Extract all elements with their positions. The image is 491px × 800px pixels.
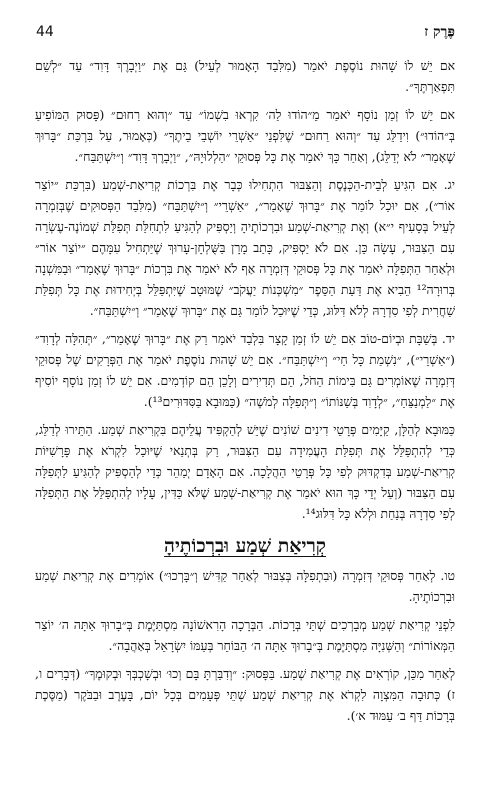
paragraph: לִפְנֵי קְרִיאַת שְׁמַע מְבָרְכִים שְׁתֵּי בְּרָכוֹת. הַבְּרָכָה הָרִאשׁוֹנָה מִסְתַּיֶּמֶת בְּ״בָרוּךְ אַתָּה ה׳ יוֹצֵר הַמְּאוֹרוֹת״ וְהַשְּׁנִיָּה מִסְתַּיֶּמֶת בְּ״בָרוּךְ אַתָּה ה׳ הַבּוֹחֵר בְּעַמּוֹ יִשְׂרָאֵל בְּאַהֲבָה״. [35,617,455,653]
page-number: 44 [36,24,54,40]
paragraph-13: יג. אִם הִגִּיעַ לְבֵית-הַכְּנֶסֶת וְהַצִּבּוּר הִתְחִילוּ כְּבָר אֶת בִּרְכוֹת קְרִיאַת-שְׁמַע (בִּרְכַּת ״יוֹצֵר אוֹר״), אִם יוּכַל לוֹמַר אֶת ״בָּרוּךְ שֶׁאָמַר״, ״אַשְׁרֵי״ וְ״יִשְׁתַּבַּח״ (מִלִּבַד הַפְּסוּקִים שֶׁבְּזִמְרָה לְעֵיל בְּסָעִיף י״א) וְאֶת קְרִיאַת-שְׁמַע וּבִרְכוֹתֶיהָ וְיַסְפִּיק לְהַגִּיעַ לִתְחִלַּת תְּפִלַּת שְׁמוֹנֶה-עֶשְׂרֵה עִם הַצִּבּוּר, עָשָׂה כֵּן. אִם לֹא יַסְפִּיק, כָּתַב מָרָן בַּשֻּׁלְחָן-עָרוּךְ שֶׁיַּתְחִיל עִמָּהֶם ״יוֹצֵר אוֹר״ וּלְאַחַר הַתְּפִלָּה יֹאמַר אֶת כָּל פְּסוּקֵי דְּזִמְרָה אַף לֹא יֹאמַר אֶת בִּרְכוֹת ״בָּרוּךְ שֶׁאָמַר״ וּבַמִּשְׁנָה בְּרוּרָה¹² הֵבִיא אֶת דַּעַת הַסֵּפֶר ״מִשְׁכְּנוֹת יַעֲקֹב״ שֶׁמּוּטָב שֶׁיִּתְפַּלֵּל בְּיְחִידוּת אֶת כָּל תְּפִלַּת שַׁחֲרִית לְפִי סִדְרָהּ לְלֹא דִּלּוּג, כְּדֵי שֶׁיּוּכַל לוֹמַר גַּם אֶת ״בָּרוּךְ שֶׁאָמַר״ וְ״יִשְׁתַּבַּח״. [35,177,455,318]
paragraph: אם יֵשׁ לוֹ שָׁהוּת נוֹסֶפֶת יֹאמַר (מִלִּבַד הָאָמוּר לְעֵיל) גַּם אֶת ״וַיְבָרֶךְ דָּוִד״ עַד ״לְשֵׁם תִּפְאַרְתֶּךָ״. [35,58,455,94]
chapter-heading: פֶּרֶק ז [424,24,455,40]
paragraph: כַּמּוּבָא לְהַלָּן, קַיָּמִים פְּרָטֵי דִינִים שׁוֹנִים שֶׁיֵּשׁ לְהַקְפִּיד עֲלֵיהֶם בִּקְרִיאַת שְׁמַע. הַתֵּירוּ לְדַלֵּג, כְּדֵי לְהִתְפַּלֵּל אֶת תְּפִלַּת הָעֲמִידָה עִם הַצִּבּוּר, רַק בְּתְנַאי שֶׁיּוּכַל לִקְרֹא אֶת פָּרָשִׁיּוֹת קְרִיאַת-שְׁמַע בְּדִקְדּוּק לְפִי כָּל פְּרָטֵי הַהֲלָכָה. אִם הָאָדָם יְמַהֵר כְּדֵי לְהַסְפִּיק לְהַגִּיעַ לַתְּפִלָּה עִם הַצִּבּוּר (וְעַל יְדֵי כָּךְ הוּא יֹאמַר אֶת קְרִיאַת-שְׁמַע שֶׁלֹּא כַּדִּין, עָלָיו לְהִתְפַּלֵּל אֶת הַתְּפִלָּה לְפִי סִדְרָהּ בְּנַחַת וּלְלֹא כָּל דִּלּוּג¹⁴. [35,422,455,521]
paragraph-15: טו. לְאַחַר פְּסוּקֵי דְּזִמְרָה (וּבִתְפִלָּה בְּצִבּוּר לְאַחַר קַדִּישׁ וְ״בָּרְכוּ״) אוֹמְרִים אֶת קְרִיאַת שְׁמַע וּבִרְכוֹתֶיהָ. [35,568,455,604]
paragraph: לְאַחַר מִכֵּן, קוֹרְאִים אֶת קְרִיאַת שְׁמַע. בַּפָּסוּק: ״וְדִבַּרְתָּ בָּם וְכוּ׳ וּבְשָׁכְבְּךָ וּבְקוּמֶךָ״ (דְּבָרִים ו, ז) כְּתוּבָה הַמִּצְוָה לִקְרֹא אֶת קְרִיאַת שְׁמַע שְׁתֵּי פְּעָמִים בְּכָל יוֹם, בָּעֶרֶב וּבַבֹּקֶר (מַסֶּכֶת בְּרָכוֹת דַּף ב׳ עַמּוּד א׳). [35,666,455,723]
paragraph: אם יֵשׁ לוֹ זְמַן נוֹסָף יֹאמַר מֵ״הוֹדוּ לַה׳ קִרְאוּ בִשְׁמוֹ״ עַד ״וְהוּא רַחוּם״ (פָּסוּק הַמּוֹפִיעַ בְּ״הוֹדוּ״) וִידַלֵּג עַד ״וְהוּא רַחוּם״ שֶׁלִּפְנֵי ״אַשְׁרֵי יוֹשְׁבֵי בֵיתֶךָ״ (כְּאָמוּר, עַל בִּרְכַּת ״בָּרוּךְ שֶׁאָמַר״ לֹא יְדַלֵּג), וְאַחַר כָּךְ יֹאמַר אֶת כָּל פְּסוּקֵי ״הַלְלוּיָהּ״, ״וַיְבָרֶךְ דָּוִד״ וְ״יִשְׁתַּבַּח״. [35,107,455,164]
page-body [35,55,455,733]
page-header [0,24,491,46]
paragraph-14: יד. בְּשַׁבָּת וּבְיוֹם-טוֹב אִם יֵשׁ לוֹ זְמַן קָצָר בִּלְבַד יֹאמַר רַק אֶת ״בָּרוּךְ שֶׁאָמַר״, ״תְּהִלָּה לְדָוִד״ (״אַשְׁרֵי״), ״נִשְׁמַת כָּל חַי״ וְ״יִשְׁתַּבַּח״. אִם יֵשׁ שָׁהוּת נוֹסֶפֶת יֹאמַר אֶת הַפְּרָקִים שֶׁל פְּסוּקֵי דְּזִמְרָה שֶׁאוֹמְרִים גַּם בִּימוֹת הַחֹל, הֵם תְּדִירִים וְלָכֵן הֵם קוֹדְמִים. אִם יֵשׁ לוֹ זְמַן נוֹסָף יוֹסִיף אֶת ״לַמְנַצֵּחַ״, ״לְדָוִד בְּשַׁנּוֹתוֹ״ וְ״תְּפִלָּה לְמֹשֶׁה״ (כַּמּוּבָא בַּסִּדּוּרִים¹³). [35,331,455,409]
section-title: קְרִיאַת שְׁמַע וּבִרְכוֹתֶיהָ [164,535,326,557]
